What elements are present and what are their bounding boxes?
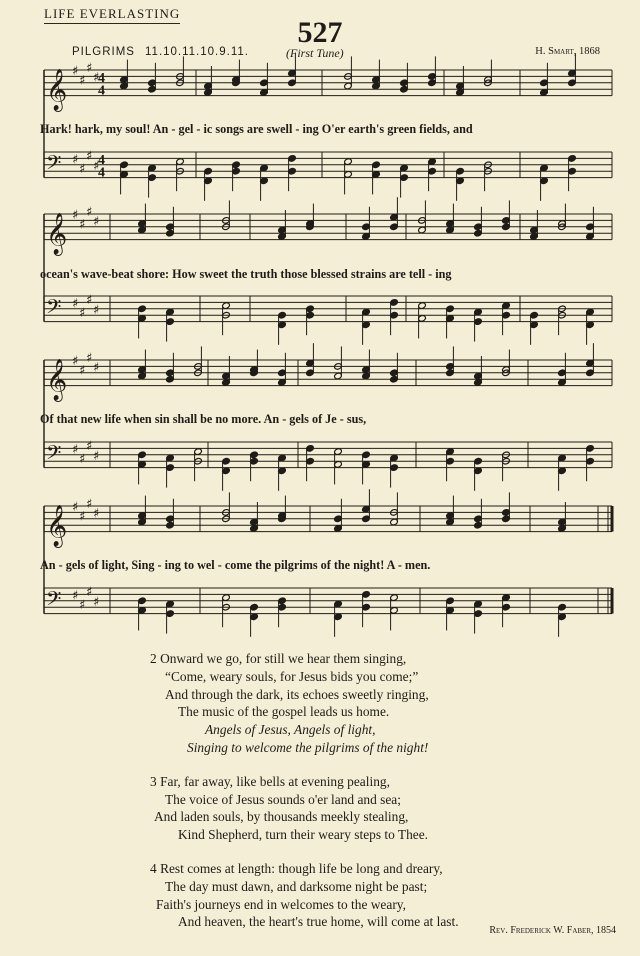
- hymn-number: 527: [297, 16, 343, 49]
- bass-clef-icon: 𝄢: [46, 441, 62, 470]
- verse-3-line-2: The voice of Jesus sounds o'er land and sea;: [165, 791, 401, 807]
- sharp-icon: ♯: [72, 152, 79, 168]
- author-attribution: Rev. Frederick W. Faber, 1854: [489, 925, 616, 936]
- sharp-icon: ♯: [72, 64, 79, 79]
- sharp-icon: ♯: [93, 214, 100, 230]
- sharp-icon: ♯: [72, 500, 79, 515]
- sharp-icon: ♯: [86, 585, 93, 601]
- verse-4-line-1: 4 Rest comes at length: though life be long and dreary,: [150, 860, 443, 876]
- sharp-icon: ♯: [79, 162, 86, 177]
- sharp-icon: ♯: [93, 360, 100, 376]
- verse-2-line-4: The music of the gospel leads us home.: [178, 704, 390, 720]
- verse-number: 4: [150, 860, 157, 876]
- sharp-icon: ♯: [86, 496, 93, 512]
- sharp-icon: ♯: [93, 70, 100, 86]
- sharp-icon: ♯: [86, 439, 93, 455]
- sharp-icon: ♯: [79, 217, 86, 233]
- sharp-icon: ♯: [93, 448, 100, 464]
- sharp-icon: ♯: [79, 598, 86, 613]
- sharp-icon: ♯: [86, 60, 93, 76]
- sharp-icon: ♯: [93, 158, 100, 174]
- sharp-icon: ♯: [86, 350, 93, 366]
- treble-clef-icon: 𝄞: [46, 69, 68, 111]
- sharp-icon: ♯: [93, 302, 100, 318]
- time-signature-bottom: 4: [98, 83, 105, 99]
- bass-clef-icon: 𝄢: [46, 151, 62, 180]
- verses: [150, 650, 610, 931]
- tune-variant: (First Tune): [286, 46, 344, 60]
- lyric-line-1: Hark! hark, my soul! An - gel - ic songs are swell - ing O'er earth's green fields, and: [40, 122, 473, 136]
- sharp-icon: ♯: [72, 354, 79, 369]
- verse-3-line-1: 3 Far, far away, like bells at evening pealing,: [150, 773, 390, 789]
- verse-4-line-2: The day must dawn, and darksome night be past;: [165, 878, 428, 894]
- lyric-line-3: Of that new life when sin shall be no more. An - gels of Je - sus,: [40, 412, 367, 426]
- time-signature-top: 4: [98, 152, 105, 168]
- section-heading: LIFE EVERLASTING: [44, 6, 180, 24]
- sharp-icon: ♯: [72, 296, 79, 312]
- verse-2-line-1: 2 Onward we go, for still we hear them singing,: [150, 651, 407, 666]
- verse-4-line-3: Faith's journeys end in welcomes to the weary,: [156, 896, 406, 912]
- bass-clef-icon: 𝄢: [46, 295, 62, 324]
- lyric-line-4: An - gels of light, Sing - ing to wel - come the pilgrims of the night! A - men.: [40, 558, 431, 572]
- sharp-icon: ♯: [86, 293, 93, 309]
- composer-credit: H. Smart, 1868: [535, 46, 600, 57]
- verse-2-line-2: “Come, weary souls, for Jesus bids you come;”: [165, 668, 419, 684]
- tune-name: PILGRIMS: [72, 46, 135, 58]
- sharp-icon: ♯: [86, 204, 93, 220]
- bass-clef-icon: 𝄢: [46, 587, 62, 616]
- refrain-line-1: Angels of Jesus, Angels of light,: [205, 722, 376, 738]
- verse-3-line-4: Kind Shepherd, turn their weary steps to Thee.: [178, 827, 429, 843]
- sharp-icon: ♯: [79, 363, 86, 379]
- treble-clef-icon: 𝄞: [46, 505, 68, 547]
- verse-number: 3: [150, 773, 157, 789]
- sharp-icon: ♯: [72, 588, 79, 604]
- sharp-icon: ♯: [79, 306, 86, 321]
- verse-number: 2: [150, 651, 157, 666]
- verse-2-line-3: And through the dark, its echoes sweetly ringing,: [165, 686, 429, 702]
- sharp-icon: ♯: [93, 594, 100, 610]
- sharp-icon: ♯: [72, 208, 79, 223]
- sharp-icon: ♯: [79, 509, 86, 525]
- lyric-line-2: ocean's wave-beat shore: How sweet the truth those blessed strains are tell - ing: [40, 267, 452, 281]
- verse-4-line-4: And heaven, the heart's true home, will come at last.: [178, 914, 459, 930]
- refrain-line-2: Singing to welcome the pilgrims of the night!: [187, 739, 429, 755]
- time-signature-bottom: 4: [98, 165, 105, 181]
- sharp-icon: ♯: [93, 506, 100, 522]
- treble-clef-icon: 𝄞: [46, 359, 68, 401]
- sharp-icon: ♯: [79, 452, 86, 467]
- sharp-icon: ♯: [72, 442, 79, 458]
- treble-clef-icon: 𝄞: [46, 213, 68, 255]
- sharp-icon: ♯: [79, 73, 86, 89]
- verse-3-line-3: And laden souls, by thousands meekly stealing,: [154, 809, 409, 825]
- time-signature-top: 4: [98, 70, 105, 86]
- sharp-icon: ♯: [86, 149, 93, 165]
- tune-meter: 11.10.11.10.9.11.: [145, 46, 249, 58]
